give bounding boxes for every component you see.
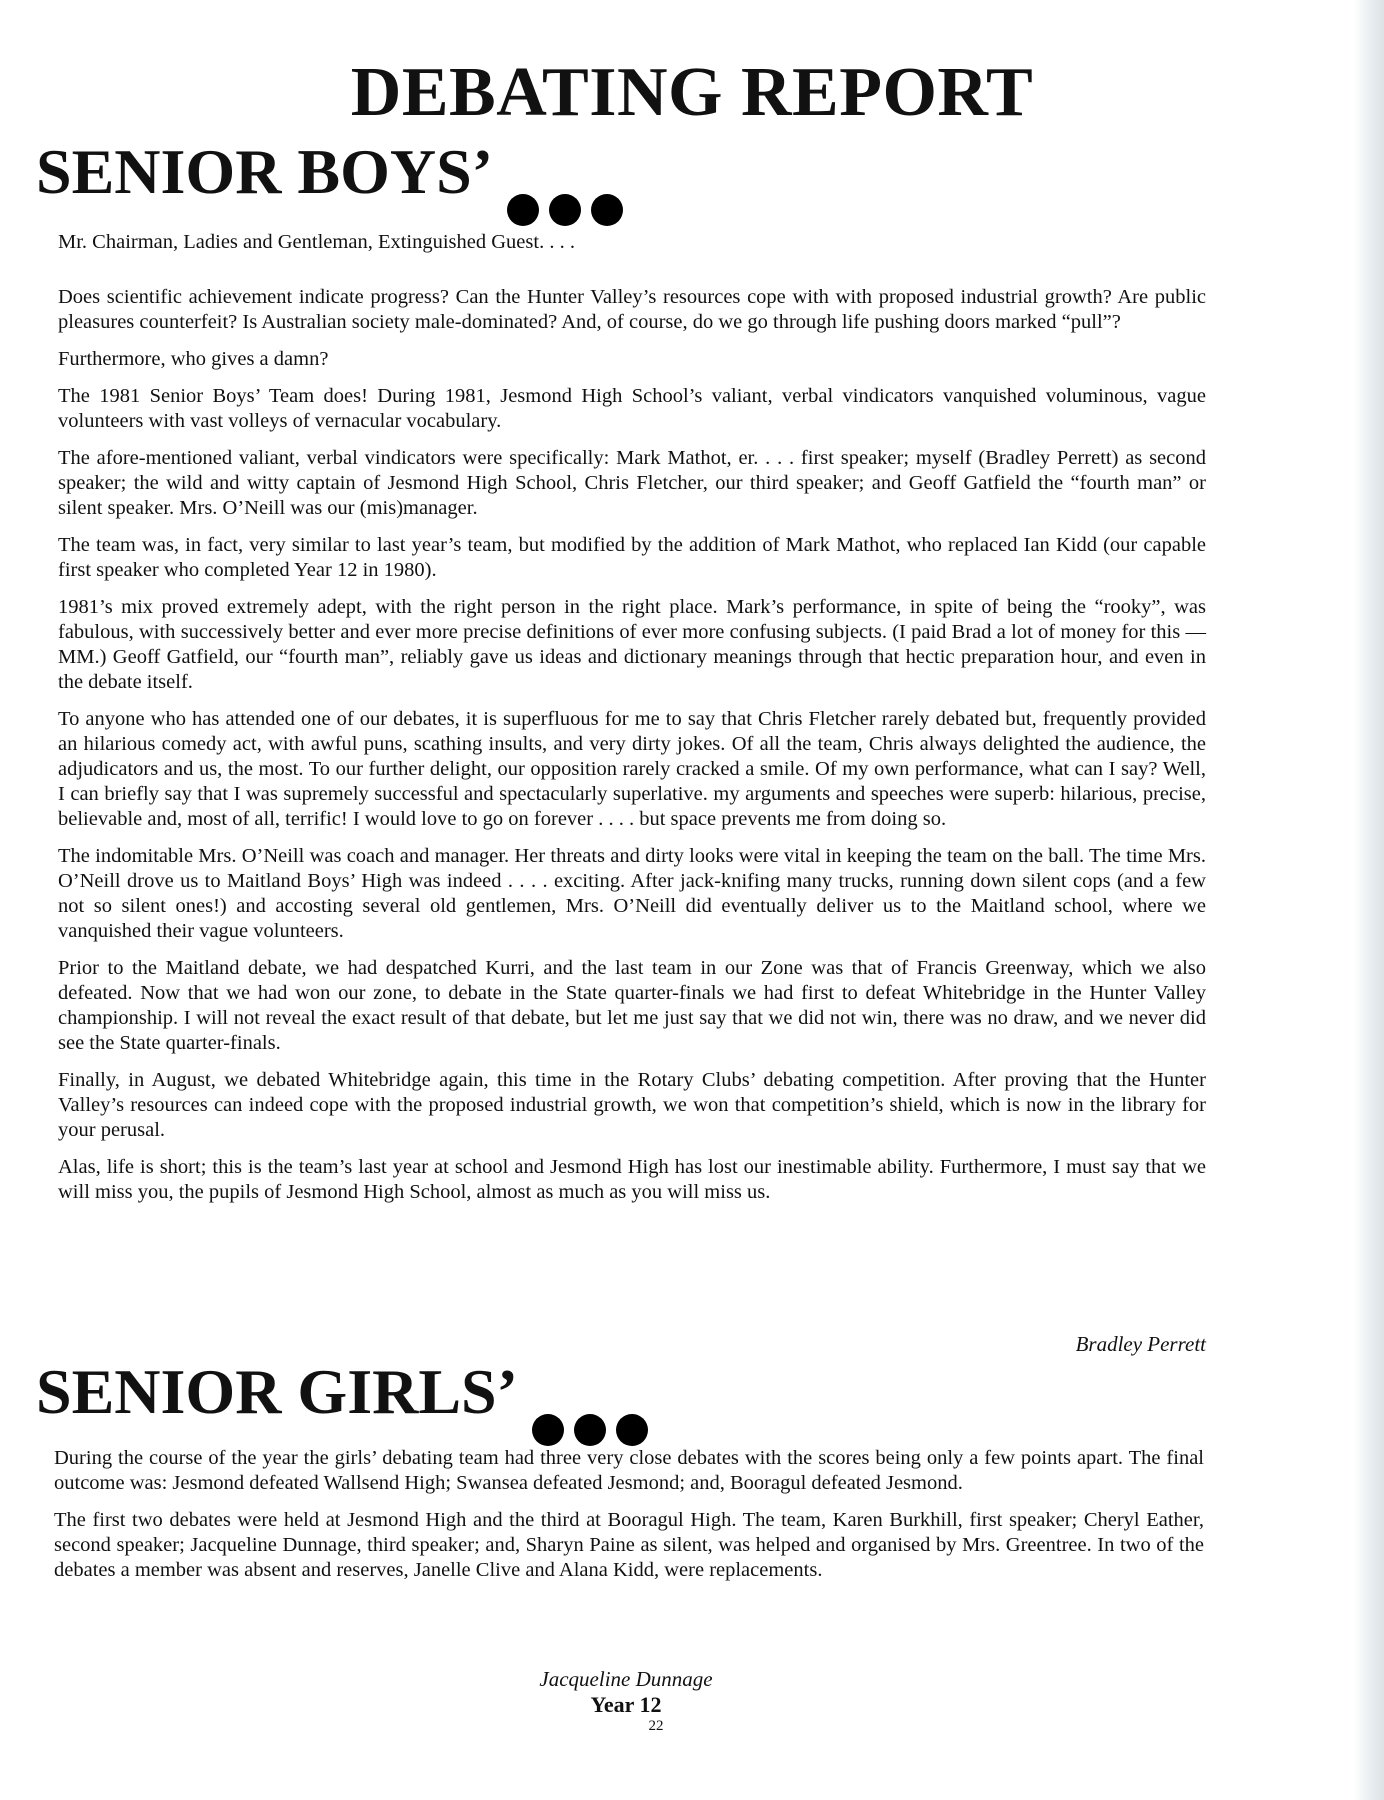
paragraph: Alas, life is short; this is the team’s last year at school and Jesmond High has lost our inestimable ability. Furthermore, I must say that we will miss you, the pupils of Jesmond High School, almost as much as you will miss us. bbox=[58, 1156, 1206, 1203]
paragraph: During the course of the year the girls’ debating team had three very close debates with the scores being only a few points apart. The final outcome was: Jesmond defeated Wallsend High; Swansea defeated Jesmond; and, Booragul defeated Jesmond. bbox=[54, 1447, 1204, 1494]
girls-report-author: Jacqueline Dunnage bbox=[539, 1667, 713, 1691]
paragraph: Furthermore, who gives a damn? bbox=[58, 348, 329, 370]
girls-report-signature bbox=[0, 1666, 1252, 1734]
paragraph: To anyone who has attended one of our debates, it is superfluous for me to say that Chris Fletcher rarely debated but, frequently provided an hilarious comedy act, with awful puns, scathing insults, and very dirty jokes. Of all the team, Chris always delighted the audience, the adjudicators and us, the most. To our further delight, our opposition rarely cracked a smile. Of my own performance, what can I say? Well, I can briefly say that I was supremely successful and spectacularly superlative. my arguments and speeches were superb: hilarious, precise, believable and, most of all, terrific! I would love to go on forever . . . . but space prevents me from doing so. bbox=[58, 708, 1206, 830]
paragraph: Mr. Chairman, Ladies and Gentleman, Extinguished Guest. . . . bbox=[58, 231, 575, 253]
paragraph: The indomitable Mrs. O’Neill was coach and manager. Her threats and dirty looks were vital in keeping the team on the ball. The time Mrs. O’Neill drove us to Maitland Boys’ High was indeed . . . . exciting. After jack-knifing many trucks, running down silent cops (and a few not so silent ones!) and accosting several old gentlemen, Mrs. O’Neill did eventually deliver us to the Maitland school, where we vanquished their vague volunteers. bbox=[58, 845, 1206, 942]
bullet-dot bbox=[549, 194, 581, 226]
page-title: DEBATING REPORT bbox=[350, 54, 1034, 131]
page-number: 22 bbox=[648, 1718, 664, 1734]
girls-report-author-year: Year 12 bbox=[590, 1692, 662, 1717]
boys-report-author: Bradley Perrett bbox=[1075, 1332, 1206, 1356]
bullet-dot bbox=[532, 1414, 564, 1446]
senior-boys-heading-text: SENIOR BOYS’ bbox=[36, 136, 493, 207]
heading-bullets bbox=[507, 194, 633, 226]
senior-girls-report bbox=[54, 1446, 1204, 1595]
bullet-dot bbox=[574, 1414, 606, 1446]
paragraph: Does scientific achievement indicate progress? Can the Hunter Valley’s resources cope with with proposed industrial growth? Are public pleasures counterfeit? Is Australian society male-dominated? And, of course, do we go through life pushing doors marked “pull”? bbox=[58, 286, 1206, 333]
paragraph: The team was, in fact, very similar to last year’s team, but modified by the addition of Mark Mathot, who replaced Ian Kidd (our capable first speaker who completed Year 12 in 1980). bbox=[58, 534, 1206, 581]
paragraph: Finally, in August, we debated Whitebridge again, this time in the Rotary Clubs’ debating competition. After proving that the Hunter Valley’s resources can indeed cope with the proposed industrial growth, we won that competition’s shield, which is now in the library for your perusal. bbox=[58, 1069, 1206, 1141]
paragraph: The 1981 Senior Boys’ Team does! During 1981, Jesmond High School’s valiant, verbal vindicators vanquished voluminous, vague volunteers with vast volleys of vernacular vocabulary. bbox=[58, 385, 1206, 432]
bullet-dot bbox=[591, 194, 623, 226]
bullet-dot bbox=[616, 1414, 648, 1446]
page-edge-shadow bbox=[1354, 0, 1384, 1800]
paragraph: Prior to the Maitland debate, we had despatched Kurri, and the last team in our Zone was that of Francis Greenway, which we also defeated. Now that we had won our zone, to debate in the State quarter-finals we had first to defeat Whitebridge in the Hunter Valley championship. I will not reveal the exact result of that debate, but let me just say that we did not win, there was no draw, and we never did see the State quarter-finals. bbox=[58, 957, 1206, 1054]
paragraph: The first two debates were held at Jesmond High and the third at Booragul High. The team, Karen Burkhill, first speaker; Cheryl Eather, second speaker; Jacqueline Dunnage, third speaker; and, Sharyn Paine as silent, was helped and organised by Mrs. Greentree. In two of the debates a member was absent and reserves, Janelle Clive and Alana Kidd, were replacements. bbox=[54, 1509, 1204, 1581]
senior-girls-heading-text: SENIOR GIRLS’ bbox=[36, 1356, 518, 1427]
senior-boys-report bbox=[58, 230, 1206, 1217]
paragraph: The afore-mentioned valiant, verbal vindicators were specifically: Mark Mathot, er. . . . first speaker; myself (Bradley Perrett) as second speaker; the wild and witty captain of Jesmond High School, Chris Fletcher, our third speaker; and Geoff Gatfield the “fourth man” or silent speaker. Mrs. O’Neill was our (mis)manager. bbox=[58, 447, 1206, 519]
heading-bullets bbox=[532, 1414, 658, 1446]
bullet-dot bbox=[507, 194, 539, 226]
paragraph: 1981’s mix proved extremely adept, with the right person in the right place. Mark’s performance, in spite of being the “rooky”, was fabulous, with successively better and ever more precise definitions of ever more confusing subjects. (I paid Brad a lot of money for this — MM.) Geoff Gatfield, our “fourth man”, reliably gave us ideas and dictionary meanings through that hectic preparation hour, and even in the debate itself. bbox=[58, 596, 1206, 693]
senior-boys-heading bbox=[36, 136, 633, 207]
senior-girls-heading bbox=[36, 1356, 658, 1427]
